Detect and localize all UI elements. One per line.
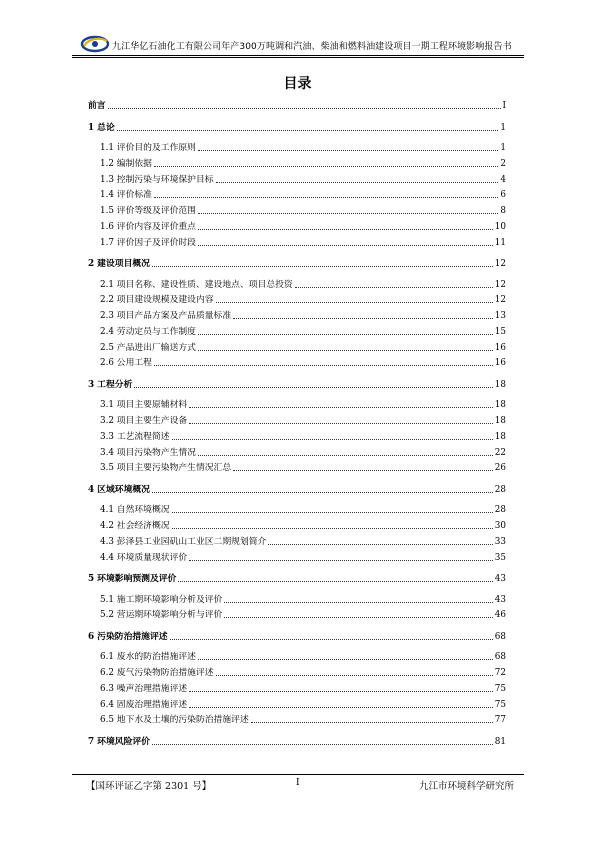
toc-entry-label: 1.2 编制依据 [100, 158, 152, 169]
toc-entry[interactable] [88, 667, 506, 679]
toc-entry-page: I [502, 101, 506, 111]
toc-leader-dots [224, 602, 492, 603]
toc-entry-page: 43 [494, 594, 506, 605]
toc-entry-label: 3.4 项目污染物产生情况 [100, 447, 196, 458]
toc-entry-label: 5 环境影响预测及评价 [88, 574, 177, 584]
toc-entry[interactable] [88, 520, 506, 532]
toc-leader-dots [216, 302, 493, 303]
toc-leader-dots [172, 512, 493, 513]
toc-entry-label: 前言 [88, 101, 106, 111]
toc-entry-label: 3.3 工艺流程简述 [100, 431, 170, 442]
header-title: 九江华亿石油化工有限公司年产300万吨调和汽油、柴油和燃料油建设项目一期工程环境影响报告书 [112, 42, 512, 52]
toc-entry-label: 7 环境风险评价 [88, 736, 150, 747]
toc-entry-page: 35 [494, 552, 506, 563]
toc-entry[interactable] [88, 714, 506, 726]
toc-entry[interactable] [88, 237, 506, 249]
toc-entry-page: 1 [500, 122, 506, 133]
toc-entry[interactable] [88, 415, 506, 427]
toc-entry-label: 2.5 产品进出厂输送方式 [100, 342, 196, 353]
toc-entry[interactable] [88, 651, 506, 663]
institute-name: 九江市环境科学研究所 [418, 781, 514, 792]
toc-leader-dots [251, 722, 493, 723]
toc-leader-dots [189, 407, 493, 408]
toc-entry-page: 12 [494, 295, 506, 306]
toc-entry[interactable] [88, 189, 506, 201]
toc-entry-label: 3 工程分析 [88, 379, 133, 390]
toc-entry-page: 18 [494, 416, 506, 426]
toc-entry[interactable] [88, 100, 506, 112]
toc-leader-dots [172, 439, 493, 440]
toc-entry[interactable] [88, 279, 506, 291]
toc-entry-page: 18 [494, 431, 506, 442]
toc-entry-label: 6.1 废水的防治措施评述 [100, 652, 196, 663]
toc-leader-dots [134, 387, 492, 388]
toc-entry[interactable] [88, 205, 506, 217]
toc-entry-page: 26 [494, 463, 506, 474]
toc-entry-page: 33 [494, 536, 506, 547]
toc-entry-page: 18 [494, 379, 506, 390]
toc-entry[interactable] [88, 573, 506, 585]
toc-leader-dots [198, 229, 493, 230]
toc-entry[interactable] [88, 594, 506, 606]
toc-entry[interactable] [88, 609, 506, 621]
toc-entry[interactable] [88, 552, 506, 564]
page-header [72, 30, 524, 58]
toc-leader-dots [233, 470, 493, 471]
toc-leader-dots [224, 617, 492, 618]
toc-leader-dots [154, 197, 498, 198]
toc-entry[interactable] [88, 631, 506, 643]
toc-entry-label: 6.3 噪声治理措施评述 [100, 683, 188, 694]
toc-entry-page: 12 [494, 259, 506, 269]
toc-entry[interactable] [88, 504, 506, 516]
footer-rule [72, 774, 524, 775]
toc-leader-dots [189, 423, 493, 424]
toc-entry-label: 4 区域环境概况 [88, 484, 150, 495]
toc-entry-label: 6 污染防治措施评述 [88, 631, 168, 642]
toc-leader-dots [295, 287, 493, 288]
toc-entry-page: 46 [494, 610, 506, 621]
toc-entry-page: 10 [494, 221, 506, 232]
toc-entry-page: 68 [494, 652, 506, 663]
toc-entry-page: 72 [494, 668, 506, 678]
toc-entry[interactable] [88, 431, 506, 443]
toc-entry-page: 6 [500, 190, 506, 201]
toc-entry-label: 1.4 评价标准 [100, 190, 152, 201]
toc-entry[interactable] [88, 357, 506, 369]
toc-leader-dots [152, 266, 493, 267]
toc-entry[interactable] [88, 484, 506, 496]
toc-entry-label: 3.1 项目主要原辅材料 [100, 400, 188, 411]
toc-leader-dots [198, 245, 493, 246]
toc-entry[interactable] [88, 221, 506, 233]
toc-entry[interactable] [88, 174, 506, 186]
toc-entry-page: 43 [494, 574, 506, 584]
company-logo-icon [80, 34, 110, 54]
header-rule [72, 55, 524, 58]
page-number: I [296, 778, 300, 788]
toc-entry-label: 2.1 项目名称、建设性质、建设地点、项目总投资 [100, 279, 293, 290]
toc-entry[interactable] [88, 683, 506, 695]
toc-entry-label: 2 建设项目概况 [88, 259, 150, 269]
toc-entry-label: 2.2 项目建设规模及建设内容 [100, 295, 214, 306]
toc-leader-dots [154, 365, 493, 366]
toc-entry-label: 6.5 地下水及土壤的污染防治措施评述 [100, 715, 249, 726]
toc-entry[interactable] [88, 342, 506, 354]
toc-entry-label: 3.2 项目主要生产设备 [100, 416, 188, 426]
certificate-number: 【国环评证乙字第 2301 号】 [86, 781, 212, 792]
toc-leader-dots [198, 150, 498, 151]
toc-entry-label: 4.3 彭泽县工业园矶山工业区二期规划简介 [100, 536, 267, 547]
toc-entry-label: 2.4 劳动定员与工作制度 [100, 326, 196, 337]
toc-entry-page: 8 [500, 206, 506, 216]
toc-entry[interactable] [88, 736, 506, 748]
toc-entry-label: 1.5 评价等级及评价范围 [100, 206, 196, 216]
toc-entry-label: 4.2 社会经济概况 [100, 521, 170, 531]
toc-entry-label: 3.5 项目主要污染物产生情况汇总 [100, 463, 232, 474]
toc-entry[interactable] [88, 158, 506, 170]
toc-leader-dots [189, 560, 493, 561]
toc-entry-label: 6.2 废气污染物防治措施评述 [100, 668, 214, 678]
toc-entry[interactable] [88, 399, 506, 411]
toc-entry-page: 4 [500, 174, 506, 185]
toc-entry-label: 1.3 控制污染与环境保护目标 [100, 174, 214, 185]
toc-entry-label: 6.4 固废治理措施评述 [100, 699, 188, 710]
toc-entry-label: 2.3 项目产品方案及产品质量标准 [100, 311, 232, 321]
toc-entry[interactable] [88, 326, 506, 338]
toc-leader-dots [152, 492, 493, 493]
toc-entry-label: 1.1 评价目的及工作原则 [100, 143, 196, 153]
toc-entry-page: 28 [494, 484, 506, 495]
toc-leader-dots [189, 691, 493, 692]
toc-entry[interactable] [88, 462, 506, 474]
toc-leader-dots [198, 334, 493, 335]
toc-leader-dots [189, 707, 493, 708]
toc-leader-dots [178, 581, 492, 582]
toc-entry-page: 16 [494, 342, 506, 353]
toc-entry-label: 4.4 环境质量现状评价 [100, 552, 188, 563]
toc-leader-dots [108, 108, 501, 109]
page-footer [72, 778, 524, 794]
toc-entry-page: 75 [494, 683, 506, 694]
toc-entry-label: 5.2 营运期环境影响分析与评价 [100, 610, 223, 621]
toc-leader-dots [233, 318, 493, 319]
toc-entry-page: 68 [494, 631, 506, 642]
toc-entry-label: 1 总论 [88, 122, 115, 133]
toc-leader-dots [172, 528, 493, 529]
toc-entry-page: 2 [500, 158, 506, 169]
toc-leader-dots [198, 659, 493, 660]
toc-entry-page: 13 [494, 311, 506, 321]
toc-entry-page: 22 [494, 447, 506, 458]
toc-entry-page: 12 [494, 279, 506, 290]
toc-entry[interactable] [88, 294, 506, 306]
toc-entry-page: 15 [494, 326, 506, 337]
toc-entry-page: 1 [500, 143, 506, 153]
toc-entry-page: 75 [494, 699, 506, 710]
toc-entry-page: 11 [494, 237, 506, 248]
toc-entry[interactable] [88, 379, 506, 391]
toc-leader-dots [216, 182, 499, 183]
toc-leader-dots [198, 455, 493, 456]
toc-entry[interactable] [88, 258, 506, 270]
toc-leader-dots [198, 350, 493, 351]
toc-entry[interactable] [88, 699, 506, 711]
toc-leader-dots [170, 639, 493, 640]
toc-leader-dots [152, 744, 493, 745]
toc-entry-label: 2.6 公用工程 [100, 358, 152, 369]
toc-leader-dots [154, 166, 498, 167]
toc-title: 目录 [283, 76, 312, 92]
toc-entry[interactable] [88, 447, 506, 459]
toc-entry-page: 28 [494, 505, 506, 516]
toc-entry-label: 1.6 评价内容及评价重点 [100, 221, 196, 232]
toc-entry[interactable] [88, 142, 506, 154]
toc-entry-page: 81 [494, 736, 506, 747]
toc-entry-page: 30 [494, 521, 506, 531]
toc-entry[interactable] [88, 310, 506, 322]
toc-entry-label: 4.1 自然环境概况 [100, 505, 170, 516]
toc-entry[interactable] [88, 122, 506, 134]
toc-leader-dots [216, 675, 493, 676]
toc-entry-label: 1.7 评价因子及评价时段 [100, 237, 196, 248]
toc-entry[interactable] [88, 536, 506, 548]
toc-entry-page: 77 [494, 715, 506, 726]
toc-entry-page: 18 [494, 400, 506, 411]
toc-leader-dots [198, 213, 498, 214]
toc-leader-dots [268, 544, 492, 545]
toc-entry-page: 16 [494, 358, 506, 369]
toc-entry-label: 5.1 施工期环境影响分析及评价 [100, 594, 223, 605]
toc-leader-dots [117, 130, 499, 131]
